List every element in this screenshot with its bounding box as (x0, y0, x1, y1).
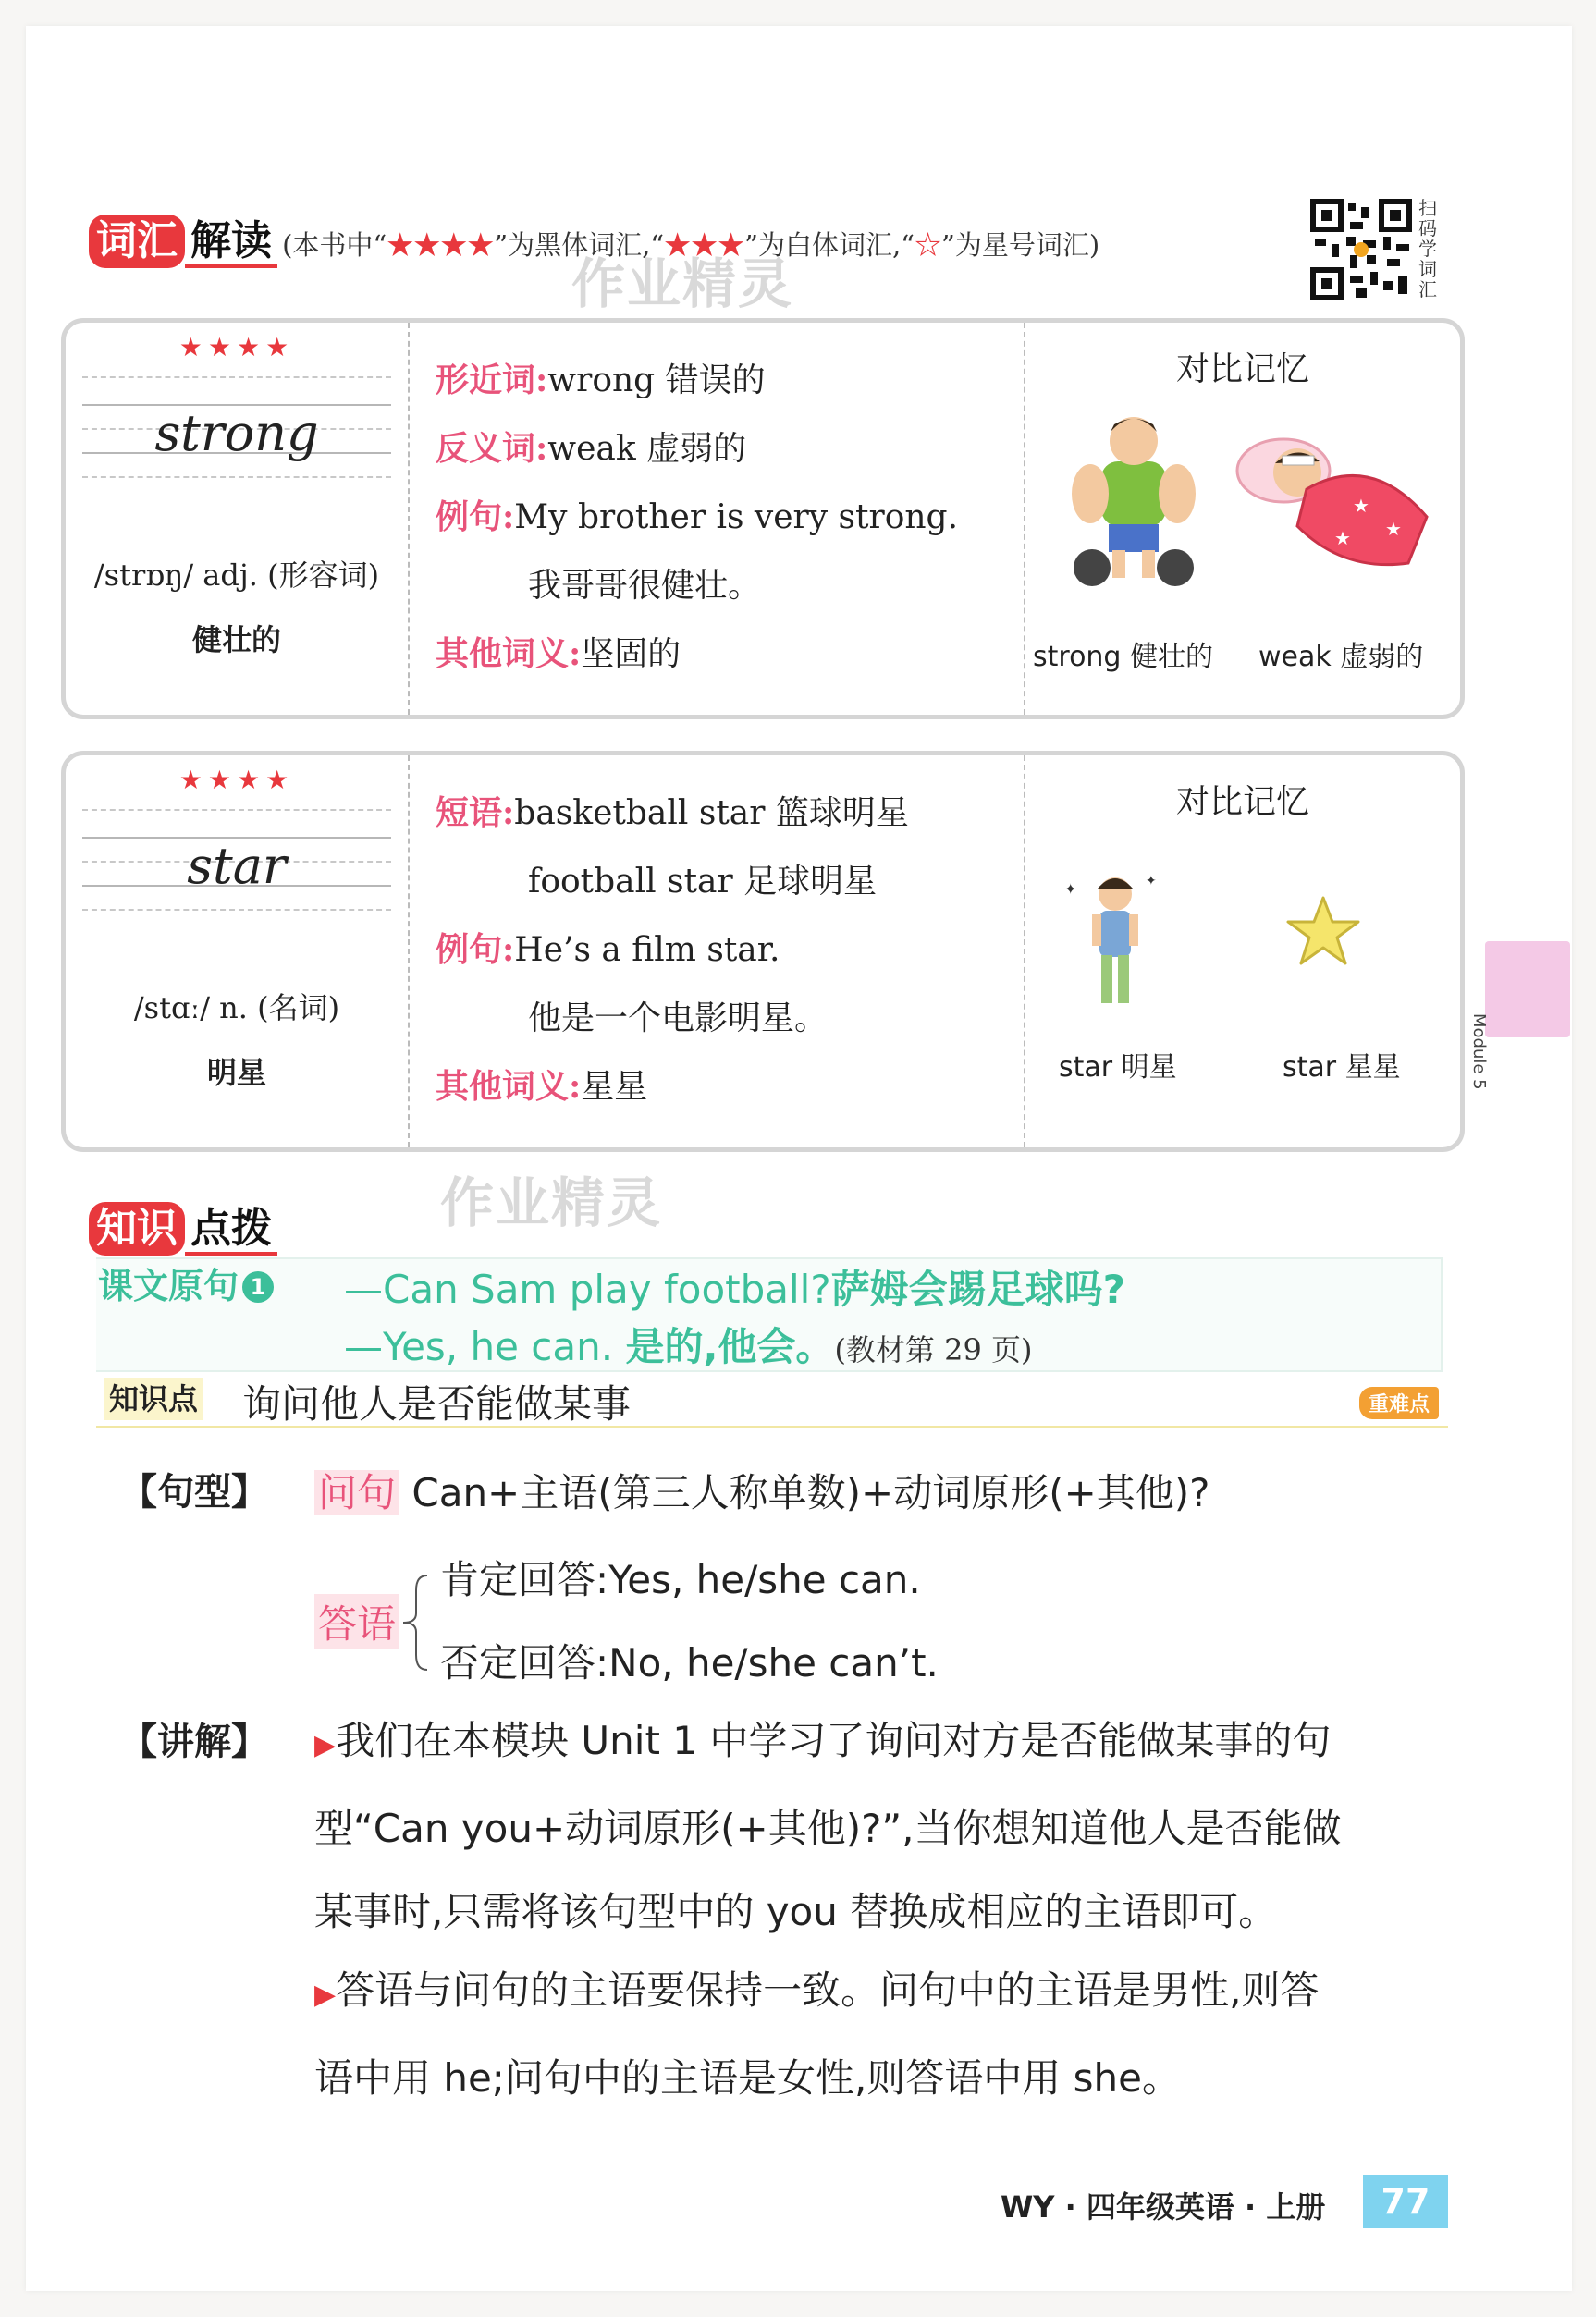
antonym-line: 反义词:weak 虚弱的 (436, 429, 747, 468)
source-number: 1 (242, 1271, 274, 1303)
star-shape-illustration (1286, 894, 1360, 968)
other-meaning-line: 其他词义:星星 (436, 1067, 648, 1106)
word-meaning: 明星 (206, 1055, 266, 1090)
bullet-icon: ▶ (314, 1979, 337, 2011)
compare-title: 对比记忆 (1175, 350, 1309, 388)
watermark: 作业精灵 (571, 252, 794, 315)
weak-child-illustration (1233, 415, 1436, 582)
svg-text:✦: ✦ (1064, 880, 1077, 898)
module-side-tab-label: Module 5 (1469, 1013, 1489, 1090)
vocab-tag-highlight: 词汇 (89, 215, 185, 268)
example-translation: 我哥哥很健壮。 (528, 567, 762, 605)
explain-paragraph-2: ▶答语与问句的主语要保持一致。问句中的主语是男性,则答 语中用 he;问句中的主语是女性,则答语中用 she。 (314, 1968, 1320, 2101)
svg-text:★: ★ (1385, 518, 1402, 540)
divider (82, 909, 391, 911)
footer-book-title: WY · 四年级英语 · 上册 (1001, 2189, 1326, 2225)
phonetic: /stɑː/ n. (名词) (133, 990, 340, 1025)
answer-negative: 否定回答:No, he/she can’t. (440, 1640, 939, 1686)
caption-weak: weak 虚弱的 (1258, 641, 1424, 673)
phonetic: /strɒŋ/ adj. (形容词) (93, 558, 380, 593)
word-meaning: 健壮的 (191, 622, 281, 657)
knowledge-tag-rest: 点拨 (185, 1205, 277, 1256)
celebrity-illustration (1064, 866, 1166, 1014)
qr-label: 扫码学词汇 (1418, 197, 1437, 300)
source-question: —Can Sam play football?萨姆会踢足球吗? (344, 1267, 1126, 1312)
divider (82, 476, 391, 478)
divider (82, 809, 391, 811)
vocab-note: (本书中“★★★★”为黑体词汇,“★★★”为白体词汇,“☆”为星号词汇) (282, 229, 1100, 261)
qr-code[interactable] (1309, 198, 1413, 301)
caption-star: star 星星 (1283, 1051, 1401, 1084)
explain-label: 【讲解】 (120, 1721, 268, 1763)
watermark: 作业精灵 (440, 1171, 663, 1234)
other-meaning-line: 其他词义:坚固的 (436, 634, 681, 673)
star-rating: ★★★★ (178, 765, 295, 795)
star-rating: ★★★★ (178, 332, 295, 362)
strong-man-illustration (1064, 406, 1203, 591)
vocab-card-strong (61, 318, 1465, 719)
compare-title: 对比记忆 (1175, 783, 1309, 821)
example-translation: 他是一个电影明星。 (528, 999, 829, 1037)
vocab-tag-rest: 解读 (185, 217, 277, 268)
knowledge-point-label: 知识点 (104, 1378, 203, 1420)
phrase-line-2: football star 足球明星 (528, 863, 878, 901)
source-answer: —Yes, he can. 是的,他会。(教材第 29 页) (344, 1324, 1033, 1369)
phrase-line: 短语:basketball star 篮球明星 (436, 793, 909, 832)
answer-positive: 肯定回答:Yes, he/she can. (440, 1557, 921, 1602)
similar-word-line: 形近词:wrong 错误的 (436, 361, 766, 399)
explain-paragraph-1: ▶我们在本模块 Unit 1 中学习了询问对方是否能做某事的句 型“Can you+动词原形(+其他)?”,当你想知道他人是否能做 某事时,只需将该句型中的 you 替换成相应的主语即可。 (314, 1718, 1342, 1934)
divider (82, 376, 391, 378)
knowledge-point-title: 询问他人是否能做某事 (242, 1381, 632, 1427)
knowledge-header (89, 1195, 277, 1256)
answer-brace (399, 1572, 433, 1673)
difficulty-badge: 重难点 (1359, 1387, 1439, 1419)
source-label: 课文原句 1 (98, 1257, 274, 1308)
svg-text:★: ★ (1353, 495, 1369, 517)
bullet-icon: ▶ (314, 1729, 337, 1761)
answer-tag: 答语 (314, 1594, 399, 1649)
example-line: 例句:He’s a film star. (436, 930, 780, 969)
headword: star (187, 837, 287, 895)
svg-text:★: ★ (1334, 527, 1351, 549)
caption-celebrity: star 明星 (1059, 1051, 1177, 1084)
knowledge-tag-highlight: 知识 (89, 1202, 185, 1256)
example-line: 例句:My brother is very strong. (436, 497, 959, 536)
question-pattern: 问句 Can+主语(第三人称单数)+动词原形(+其他)? (314, 1463, 1209, 1518)
headword: strong (154, 404, 319, 462)
svg-text:✦: ✦ (1146, 874, 1157, 889)
page-number: 77 (1363, 2175, 1448, 2228)
module-side-tab (1469, 941, 1570, 1090)
pattern-label: 【句型】 (120, 1471, 268, 1514)
caption-strong: strong 健壮的 (1033, 641, 1214, 673)
qr-code-icon (1309, 198, 1413, 301)
vocab-card-star (61, 751, 1465, 1152)
